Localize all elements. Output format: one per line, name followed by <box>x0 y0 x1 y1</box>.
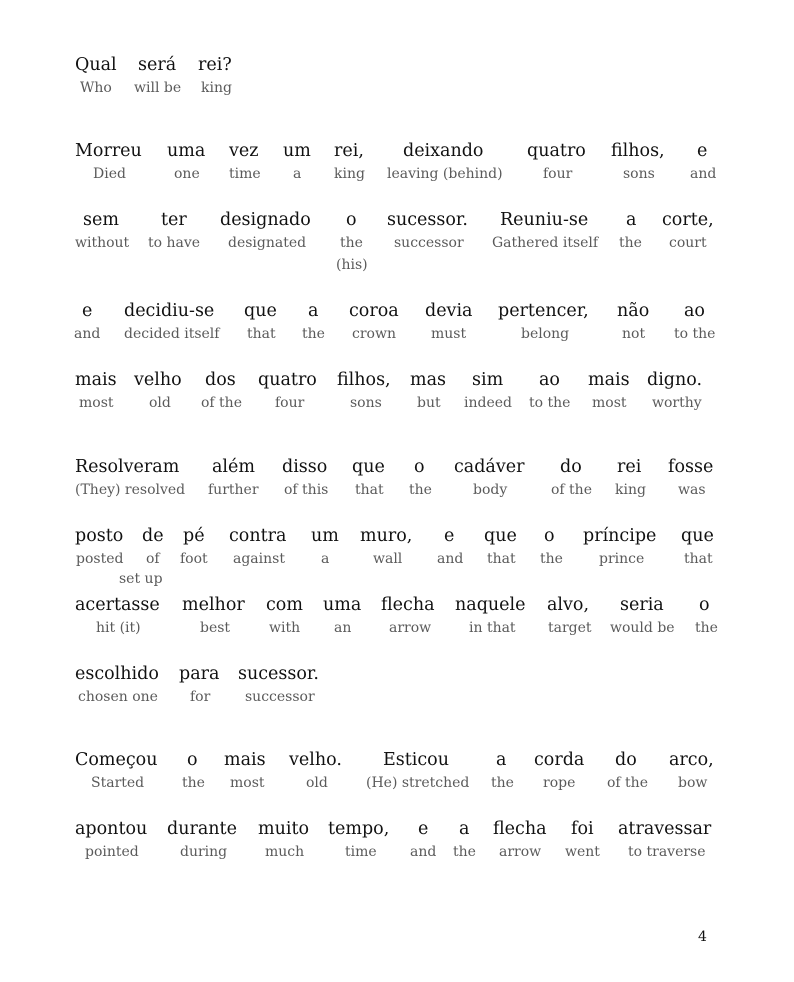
portuguese-word: e <box>444 526 455 546</box>
portuguese-word: não <box>617 301 650 321</box>
english-gloss: in that <box>469 620 516 636</box>
portuguese-word: um <box>283 141 311 161</box>
portuguese-word: pé <box>183 526 205 546</box>
english-gloss: during <box>180 844 228 860</box>
english-gloss: of the <box>607 775 648 791</box>
portuguese-word: designado <box>220 210 311 230</box>
english-gloss: went <box>565 844 600 860</box>
english-gloss: old <box>306 775 328 791</box>
english-gloss: most <box>230 775 265 791</box>
english-gloss: leaving (behind) <box>387 166 503 182</box>
portuguese-word: vez <box>229 141 259 161</box>
portuguese-word: ter <box>161 210 187 230</box>
portuguese-word: acertasse <box>75 595 160 615</box>
portuguese-word: do <box>560 457 582 477</box>
english-gloss: most <box>592 395 627 411</box>
english-gloss: Gathered itself <box>492 235 599 251</box>
portuguese-word: ao <box>684 301 705 321</box>
english-gloss: chosen one <box>78 689 158 705</box>
english-gloss: wall <box>373 551 403 567</box>
portuguese-word: a <box>626 210 637 230</box>
portuguese-word: durante <box>167 819 237 839</box>
portuguese-word: para <box>179 664 220 684</box>
english-gloss: and <box>74 326 101 342</box>
portuguese-word: rei, <box>334 141 364 161</box>
english-gloss: to the <box>674 326 716 342</box>
english-gloss: time <box>229 166 261 182</box>
english-gloss: sons <box>623 166 655 182</box>
english-gloss: the <box>302 326 325 342</box>
portuguese-word: ao <box>539 370 560 390</box>
english-gloss: arrow <box>499 844 542 860</box>
portuguese-word: mais <box>588 370 630 390</box>
portuguese-word: flecha <box>381 595 435 615</box>
english-gloss: to traverse <box>628 844 706 860</box>
english-gloss: that <box>247 326 276 342</box>
portuguese-word: sem <box>83 210 119 230</box>
portuguese-word: muito <box>258 819 310 839</box>
portuguese-word: o <box>346 210 357 230</box>
english-gloss: against <box>233 551 285 567</box>
english-gloss: to the <box>529 395 571 411</box>
english-gloss: hit (it) <box>96 620 141 636</box>
portuguese-word: fosse <box>668 457 714 477</box>
english-gloss: that <box>487 551 516 567</box>
portuguese-word: quatro <box>258 370 317 390</box>
portuguese-word: corte, <box>662 210 714 230</box>
english-gloss: of this <box>284 482 329 498</box>
portuguese-word: pertencer, <box>498 301 589 321</box>
english-gloss: sons <box>350 395 382 411</box>
portuguese-word: mas <box>410 370 447 390</box>
english-gloss: and <box>437 551 464 567</box>
english-gloss: one <box>174 166 200 182</box>
english-gloss: a <box>321 551 330 567</box>
portuguese-word: mais <box>75 370 117 390</box>
english-gloss: (He) stretched <box>366 775 470 791</box>
english-gloss: set up <box>119 571 163 587</box>
english-gloss: the <box>695 620 718 636</box>
english-gloss: target <box>548 620 592 636</box>
portuguese-word: decidiu-se <box>124 301 215 321</box>
portuguese-word: será <box>138 55 177 75</box>
english-gloss: best <box>200 620 231 636</box>
english-gloss: that <box>684 551 713 567</box>
english-gloss: court <box>669 235 707 251</box>
portuguese-word: sucessor. <box>387 210 468 230</box>
english-gloss: old <box>149 395 171 411</box>
english-gloss: was <box>678 482 706 498</box>
english-gloss: four <box>275 395 305 411</box>
portuguese-word: além <box>212 457 255 477</box>
english-gloss: designated <box>228 235 307 251</box>
english-gloss: decided itself <box>124 326 220 342</box>
portuguese-word: o <box>414 457 425 477</box>
portuguese-word: Reuniu-se <box>500 210 589 230</box>
english-gloss: will be <box>134 80 182 96</box>
portuguese-word: disso <box>282 457 328 477</box>
portuguese-word: a <box>308 301 319 321</box>
english-gloss: much <box>265 844 305 860</box>
portuguese-word: o <box>699 595 710 615</box>
portuguese-word: rei <box>617 457 642 477</box>
english-gloss: the <box>453 844 476 860</box>
english-gloss: most <box>79 395 114 411</box>
english-gloss: the <box>340 235 363 251</box>
english-gloss: indeed <box>464 395 512 411</box>
english-gloss: Died <box>93 166 126 182</box>
english-gloss: further <box>208 482 259 498</box>
portuguese-word: naquele <box>455 595 526 615</box>
english-gloss: the <box>409 482 432 498</box>
portuguese-word: príncipe <box>583 526 657 546</box>
english-gloss: the <box>540 551 563 567</box>
portuguese-word: que <box>352 457 385 477</box>
portuguese-word: Começou <box>75 750 158 770</box>
portuguese-word: uma <box>167 141 206 161</box>
english-gloss: an <box>334 620 352 636</box>
english-gloss: a <box>293 166 302 182</box>
english-gloss: posted <box>76 551 124 567</box>
portuguese-word: Resolveram <box>75 457 180 477</box>
portuguese-word: sucessor. <box>238 664 319 684</box>
english-gloss: crown <box>352 326 396 342</box>
portuguese-word: sim <box>472 370 504 390</box>
english-gloss: arrow <box>389 620 432 636</box>
english-gloss: four <box>543 166 573 182</box>
english-gloss: foot <box>180 551 208 567</box>
english-gloss: (his) <box>336 257 368 273</box>
portuguese-word: um <box>311 526 339 546</box>
english-gloss: and <box>410 844 437 860</box>
english-gloss: the <box>491 775 514 791</box>
portuguese-word: coroa <box>349 301 399 321</box>
english-gloss: worthy <box>652 395 702 411</box>
english-gloss: pointed <box>85 844 139 860</box>
portuguese-word: rei? <box>198 55 232 75</box>
english-gloss: time <box>345 844 377 860</box>
portuguese-word: a <box>496 750 507 770</box>
english-gloss: prince <box>599 551 645 567</box>
english-gloss: of the <box>551 482 592 498</box>
portuguese-word: velho. <box>289 750 342 770</box>
english-gloss: (They) resolved <box>75 482 186 498</box>
portuguese-word: deixando <box>403 141 484 161</box>
portuguese-word: o <box>187 750 198 770</box>
english-gloss: that <box>355 482 384 498</box>
portuguese-word: apontou <box>75 819 148 839</box>
page-number: 4 <box>698 929 707 945</box>
portuguese-word: que <box>484 526 517 546</box>
portuguese-word: do <box>615 750 637 770</box>
english-gloss: successor <box>245 689 315 705</box>
portuguese-word: e <box>697 141 708 161</box>
english-gloss: of <box>146 551 160 567</box>
english-gloss: Started <box>91 775 145 791</box>
portuguese-word: foi <box>571 819 594 839</box>
english-gloss: for <box>190 689 211 705</box>
portuguese-word: muro, <box>360 526 413 546</box>
portuguese-word: que <box>244 301 277 321</box>
portuguese-word: velho <box>134 370 182 390</box>
portuguese-word: filhos, <box>611 141 665 161</box>
portuguese-word: tempo, <box>328 819 390 839</box>
portuguese-word: atravessar <box>618 819 712 839</box>
english-gloss: successor <box>394 235 464 251</box>
portuguese-word: Morreu <box>75 141 142 161</box>
portuguese-word: que <box>681 526 714 546</box>
english-gloss: belong <box>521 326 570 342</box>
portuguese-word: digno. <box>647 370 703 390</box>
portuguese-word: escolhido <box>75 664 159 684</box>
portuguese-word: com <box>266 595 303 615</box>
portuguese-word: filhos, <box>337 370 391 390</box>
english-gloss: bow <box>678 775 708 791</box>
english-gloss: and <box>690 166 717 182</box>
portuguese-word: posto <box>75 526 124 546</box>
english-gloss: of the <box>201 395 242 411</box>
portuguese-word: seria <box>620 595 664 615</box>
portuguese-word: e <box>418 819 429 839</box>
portuguese-word: corda <box>534 750 585 770</box>
portuguese-word: e <box>82 301 93 321</box>
portuguese-word: melhor <box>182 595 245 615</box>
english-gloss: would be <box>610 620 675 636</box>
english-gloss: to have <box>148 235 201 251</box>
portuguese-word: arco, <box>669 750 714 770</box>
english-gloss: not <box>622 326 646 342</box>
english-gloss: Who <box>80 80 112 96</box>
english-gloss: must <box>431 326 467 342</box>
portuguese-word: flecha <box>493 819 547 839</box>
portuguese-word: uma <box>323 595 362 615</box>
portuguese-word: alvo, <box>547 595 590 615</box>
english-gloss: body <box>473 482 508 498</box>
english-gloss: without <box>75 235 130 251</box>
portuguese-word: de <box>142 526 164 546</box>
portuguese-word: contra <box>229 526 287 546</box>
english-gloss: with <box>269 620 301 636</box>
english-gloss: the <box>619 235 642 251</box>
portuguese-word: quatro <box>527 141 586 161</box>
portuguese-word: o <box>544 526 555 546</box>
portuguese-word: Esticou <box>383 750 449 770</box>
english-gloss: but <box>417 395 441 411</box>
portuguese-word: devia <box>425 301 473 321</box>
english-gloss: king <box>201 80 232 96</box>
english-gloss: king <box>615 482 646 498</box>
english-gloss: king <box>334 166 365 182</box>
portuguese-word: cadáver <box>454 457 525 477</box>
portuguese-word: Qual <box>75 55 117 75</box>
english-gloss: rope <box>543 775 576 791</box>
portuguese-word: dos <box>205 370 236 390</box>
english-gloss: the <box>182 775 205 791</box>
portuguese-word: a <box>459 819 470 839</box>
portuguese-word: mais <box>224 750 266 770</box>
